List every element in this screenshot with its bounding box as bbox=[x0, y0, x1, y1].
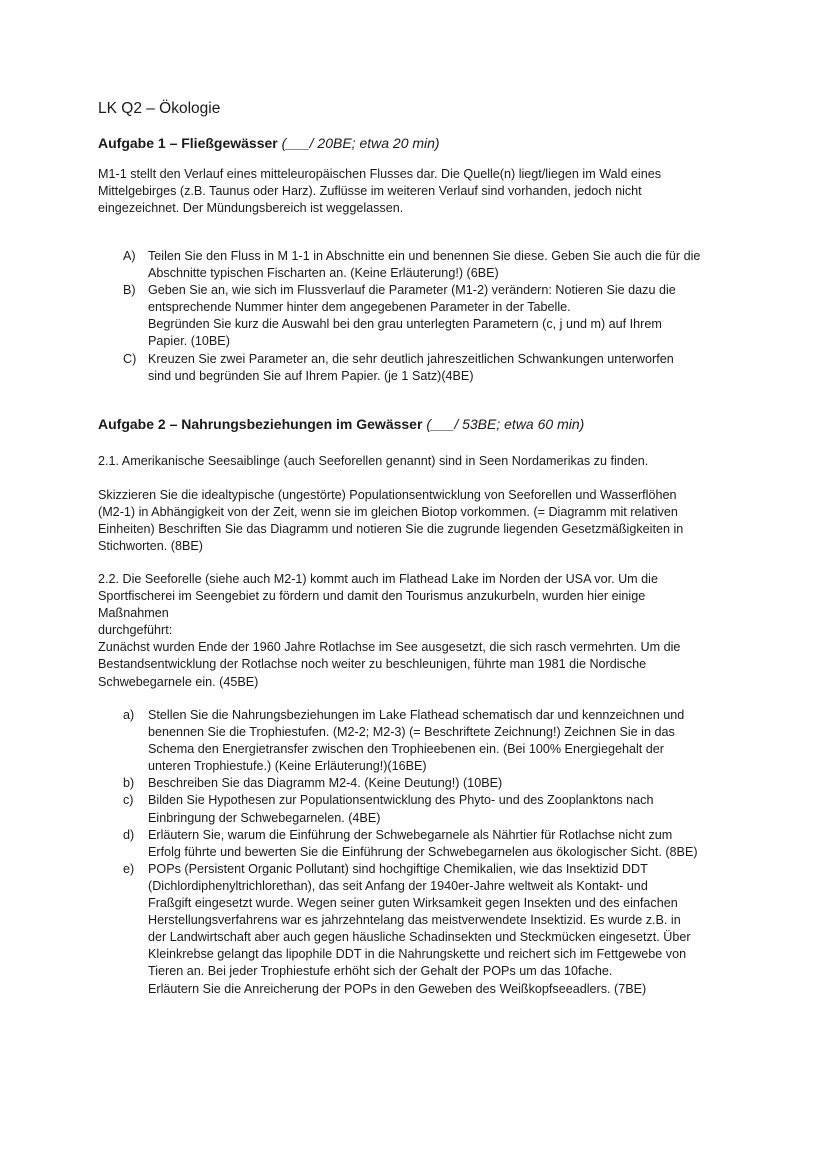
task1-list bbox=[123, 248, 700, 385]
task1-points: (___/ 20BE; etwa 20 min) bbox=[281, 135, 440, 151]
list-marker: c) bbox=[123, 793, 134, 808]
text-line: 2.2. Die Seeforelle (siehe auch M2-1) kommt auch im Flathead Lake im Norden der USA vor. Um die bbox=[98, 572, 658, 586]
task1-intro bbox=[98, 166, 661, 217]
list-marker: A) bbox=[123, 249, 136, 263]
list-item bbox=[123, 248, 700, 282]
text-line: entsprechende Nummer hinter dem angegebenen Parameter in der Tabelle. bbox=[148, 300, 571, 315]
list-marker: b) bbox=[123, 776, 135, 791]
text-line: Erfolg führte und bewerten Sie die Einführung der Schwebegarnelen aus ökologischer Sicht. (8BE) bbox=[148, 844, 698, 859]
text-line: Kleinkrebse gelangt das lipophile DDT in die Nahrungskette und reichert sich im Fettgewebe von bbox=[148, 947, 687, 962]
text-line: Mittelgebirges (z.B. Taunus oder Harz). Zuflüsse im weiteren Verlauf sind vorhanden, jedoch nicht bbox=[98, 184, 642, 199]
list-item bbox=[123, 707, 698, 775]
text-line: Herstellungsverfahrens war es jahrzehntelang das meistverwendete Insektizid. Es wurde z.B. in bbox=[148, 913, 681, 928]
text-line: Zunächst wurden Ende der 1960 Jahre Rotlachse im See ausgesetzt, die sich rasch vermehrten. Um die bbox=[98, 640, 681, 655]
text-line: Teilen Sie den Fluss in M 1-1 in Abschnitte ein und benennen Sie diese. Geben Sie auch die für die bbox=[148, 249, 701, 263]
text-line: Schwebegarnele ein. (45BE) bbox=[98, 674, 259, 689]
text-line: durchgeführt: bbox=[98, 623, 173, 638]
text-line: Einbringung der Schwebegarnelen. (4BE) bbox=[148, 810, 381, 825]
task2-list bbox=[123, 707, 698, 998]
text-line: M1-1 stellt den Verlauf eines mitteleuropäischen Flusses dar. Die Quelle(n) liegt/liegen im Wald eines bbox=[98, 167, 662, 181]
text-line: Erläutern Sie die Anreicherung der POPs in den Geweben des Weißkopfseeadlers. (7BE) bbox=[148, 981, 647, 996]
text-line: Papier. (10BE) bbox=[148, 334, 230, 349]
text-line: Tieren an. Bei jeder Trophiestufe erhöht sich der Gehalt der POPs um das 10fache. bbox=[148, 964, 613, 979]
list-item bbox=[123, 861, 698, 998]
list-item bbox=[123, 282, 700, 350]
text-line: sind und begründen Sie auf Ihrem Papier. (je 1 Satz)(4BE) bbox=[148, 368, 474, 383]
text-line: eingezeichnet. Der Mündungsbereich ist weggelassen. bbox=[98, 201, 404, 216]
text-line: Geben Sie an, wie sich im Flussverlauf die Parameter (M1-2) verändern: Notieren Sie dazu die bbox=[148, 283, 676, 298]
task1-heading bbox=[98, 135, 440, 151]
text-line: Stichworten. (8BE) bbox=[98, 539, 203, 554]
text-line: Stellen Sie die Nahrungsbeziehungen im Lake Flathead schematisch dar und kennzeichnen und bbox=[148, 708, 685, 722]
text-line: benennen Sie die Trophiestufen. (M2-2; M2-3) (= Beschriftete Zeichnung!) Zeichnen Sie in das bbox=[148, 725, 675, 740]
list-marker: a) bbox=[123, 708, 135, 722]
task2-points: (___/ 53BE; etwa 60 min) bbox=[426, 416, 585, 432]
list-marker: d) bbox=[123, 827, 135, 842]
text-line: Maßnahmen bbox=[98, 606, 169, 621]
text-line: 2.1. Amerikanische Seesaiblinge (auch Seeforellen genannt) sind in Seen Nordamerikas zu finden. bbox=[98, 454, 649, 468]
text-line: Fraßgift eingesetzt wurde. Wegen seiner guten Wirksamkeit gegen Insekten und des einfachen bbox=[148, 896, 678, 911]
text-line: unteren Trophiestufe.) (Keine Erläuterung!)(16BE) bbox=[148, 759, 427, 774]
list-item bbox=[123, 775, 698, 792]
list-item bbox=[123, 827, 698, 861]
list-item bbox=[123, 792, 698, 826]
text-line: Bestandsentwicklung der Rotlachse noch weiter zu beschleunigen, führte man 1981 die Nordische bbox=[98, 657, 647, 672]
text-line: Abschnitte typischen Fischarten an. (Keine Erläuterung!) (6BE) bbox=[148, 266, 499, 281]
task2-heading bbox=[98, 416, 584, 432]
text-line: Begründen Sie kurz die Auswahl bei den grau unterlegten Parametern (c, j und m) auf Ihrem bbox=[148, 317, 662, 332]
text-line: Bilden Sie Hypothesen zur Populationsentwicklung des Phyto- und des Zooplanktons nach bbox=[148, 793, 654, 808]
text-line: Einheiten) Beschriften Sie das Diagramm und notieren Sie die zugrunde liegenden Gesetzmäßigkeiten in bbox=[98, 522, 684, 537]
text-line: der Landwirtschaft aber auch gegen häusliche Schadinsekten und Steckmücken eingesetzt. Über bbox=[148, 930, 691, 945]
list-marker: e) bbox=[123, 861, 135, 876]
text-line: (M2-1) in Abhängigkeit von der Zeit, wenn sie im gleichen Biotop vorkommen. (= Diagramm mit relativen bbox=[98, 505, 678, 520]
text-line: (Dichlordiphenyltrichlorethan), das seit Anfang der 1940er-Jahre weltweit als Kontakt- und bbox=[148, 878, 648, 893]
list-marker: C) bbox=[123, 351, 137, 366]
text-line: Erläutern Sie, warum die Einführung der Schwebegarnele als Nährtier für Rotlachse nicht zum bbox=[148, 827, 673, 842]
task2-2-intro bbox=[98, 571, 680, 691]
text-line: POPs (Persistent Organic Pollutant) sind hochgiftige Chemikalien, wie das Insektizid DDT bbox=[148, 861, 648, 876]
text-line: Beschreiben Sie das Diagramm M2-4. (Keine Deutung!) (10BE) bbox=[148, 776, 503, 791]
text-line: Sportfischerei im Seengebiet zu fördern und damit den Tourismus anzukurbeln, wurden hier einige bbox=[98, 589, 646, 604]
task2-1-task bbox=[98, 487, 683, 555]
task2-1-intro bbox=[98, 453, 648, 470]
text-line: Skizzieren Sie die idealtypische (ungestörte) Populationsentwicklung von Seeforellen und Wasserflöhen bbox=[98, 488, 677, 502]
task1-heading-text: Aufgabe 1 – Fließgewässer bbox=[98, 135, 278, 151]
list-marker: B) bbox=[123, 283, 136, 298]
list-item bbox=[123, 351, 700, 385]
document-title: LK Q2 – Ökologie bbox=[98, 100, 221, 117]
task2-heading-text: Aufgabe 2 – Nahrungsbeziehungen im Gewässer bbox=[98, 416, 423, 432]
text-line: Schema den Energietransfer zwischen den Trophieebenen ein. (Bei 100% Energiegehalt der bbox=[148, 742, 664, 757]
text-line: Kreuzen Sie zwei Parameter an, die sehr deutlich jahreszeitlichen Schwankungen unterworfen bbox=[148, 351, 674, 366]
